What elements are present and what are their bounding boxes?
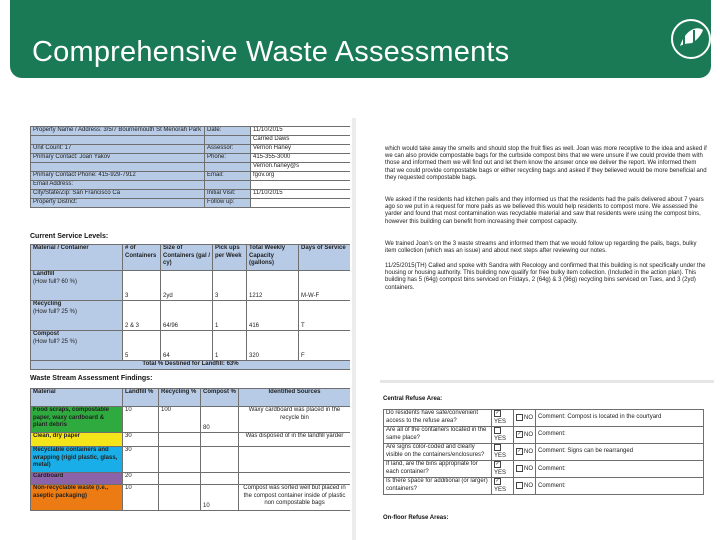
property-info-row: [31, 181, 351, 190]
service-value-cell: 1212: [247, 271, 299, 301]
note-paragraph-4: 11/25/2015(TH) Called and spoke with Sandra with Recology and confirmed that this building is not specifically under the housing or housing authority. This building now qualify for free bulky item collection. (Included in the action plan). This building has 5 (64g) compost bins serviced on Fridays, 2 (64g) & 3 (96g) recycling bins serviced on Tues, and 3 (2yd) containers.: [385, 263, 706, 291]
material-cell: Food scraps, compostable paper, waxy cardboard & plant debris: [31, 407, 123, 433]
service-value-cell: 5: [123, 331, 161, 361]
current-service-row: [31, 331, 351, 361]
yes-option-cell: [492, 444, 514, 461]
refuse-question-cell: Are signs color-coded and clearly visible on the containers/enclosures?: [384, 444, 492, 461]
material-cell: Clean, dry paper: [31, 433, 123, 447]
landfill-percent-cell: 30: [123, 433, 159, 447]
checkbox-yes[interactable]: ✓: [495, 461, 500, 468]
property-info-cell: Vernon.haney@s: [251, 163, 351, 172]
findings-table: [30, 388, 350, 511]
service-value-cell: M-W-F: [299, 271, 351, 301]
column-header: Total Weekly Capacity (gallons): [247, 245, 299, 271]
compost-percent-cell: [201, 473, 239, 485]
property-info-cell: Unit Count: 17: [31, 145, 205, 154]
on-floor-refuse-heading: On-floor Refuse Areas:: [383, 515, 449, 521]
findings-row: [31, 433, 351, 447]
assessment-page-left: [13, 118, 350, 540]
central-refuse-table: [383, 409, 704, 495]
refuse-comment-cell: Comment: Signs can be rearranged: [536, 444, 704, 461]
page-shadow-bottom: [380, 380, 714, 383]
material-cell: Recyclable containers and wrapping (rigid plastic, glass, metal): [31, 447, 123, 473]
refuse-question-cell: Do residents have safe/convenient access to the refuse area?: [384, 410, 492, 427]
current-service-row: [31, 301, 351, 331]
recycling-percent-cell: [159, 485, 201, 511]
property-info-cell: Phone:: [205, 154, 251, 163]
findings-heading: Waste Stream Assessment Findings:: [30, 375, 153, 382]
compost-percent-cell: 10: [201, 485, 239, 511]
column-header: Compost %: [201, 389, 239, 407]
identified-sources-cell: [239, 473, 351, 485]
landfill-percent-cell: 30: [123, 447, 159, 473]
current-service-row: [31, 271, 351, 301]
property-info-row: [31, 199, 351, 208]
property-info-table: [30, 126, 350, 208]
property-info-cell: fgov.org: [251, 172, 351, 181]
current-service-heading: Current Service Levels:: [30, 233, 109, 240]
refuse-question-row: [384, 461, 704, 478]
property-info-cell: Follow up:: [205, 199, 251, 208]
property-info-cell: Email Address:: [31, 181, 205, 190]
checkbox-no[interactable]: ✓: [517, 430, 522, 437]
stream-name: Recycling: [33, 301, 62, 307]
property-info-cell: Primary Contact: Joan Yakov: [31, 154, 205, 163]
material-cell: Non-recyclable waste (i.e., aseptic packaging): [31, 485, 123, 511]
findings-row: [31, 473, 351, 485]
property-info-row: [31, 127, 351, 136]
yes-option-cell: [492, 410, 514, 427]
service-value-cell: 3: [123, 271, 161, 301]
property-info-cell: [31, 163, 205, 172]
property-info-row: [31, 145, 351, 154]
no-option-cell: [514, 427, 536, 444]
property-info-cell: 11/10/2015: [251, 190, 351, 199]
no-label: NO: [524, 483, 533, 490]
header-bar: [10, 0, 711, 78]
property-info-row: [31, 190, 351, 199]
property-info-cell: Initial Visit:: [205, 190, 251, 199]
total-landfill-cell: Total % Destined for Landfill: 63%: [31, 361, 351, 370]
property-info-cell: [205, 181, 251, 190]
property-info-cell: Carried Daws: [251, 136, 351, 145]
yes-label: YES: [494, 452, 507, 459]
no-option-cell: [514, 461, 536, 478]
identified-sources-cell: Waxy cardboard was placed in the recycle bin: [239, 407, 351, 433]
service-value-cell: F: [299, 331, 351, 361]
no-option-cell: [514, 410, 536, 427]
landfill-percent-cell: 10: [123, 485, 159, 511]
property-info-cell: [251, 199, 351, 208]
property-info-cell: Property Name / Address: 3/5/7 Bournemouth St Menorah Park: [31, 127, 205, 136]
landfill-percent-cell: 10: [123, 407, 159, 433]
stream-name: Compost: [33, 331, 59, 337]
refuse-question-row: [384, 427, 704, 444]
property-info-cell: 415-355-3000: [251, 154, 351, 163]
refuse-question-cell: Are all of the containers located in the same place?: [384, 427, 492, 444]
checkbox-no[interactable]: ✓: [517, 447, 522, 454]
property-info-row: [31, 172, 351, 181]
recycling-percent-cell: [159, 447, 201, 473]
stream-name: Landfill: [33, 271, 55, 277]
refuse-question-row: [384, 478, 704, 495]
stream-name-cell: [31, 301, 123, 331]
stream-fullness: (How full? 25 %): [33, 308, 78, 315]
column-header: Material: [31, 389, 123, 407]
page-title: Comprehensive Waste Assessments: [32, 36, 510, 68]
service-value-cell: 2yd: [161, 271, 213, 301]
property-info-cell: Primary Contact Phone: 415-929-7912: [31, 172, 205, 181]
refuse-question-row: [384, 444, 704, 461]
checkbox-no[interactable]: [516, 482, 523, 489]
bridge-leaf-logo-icon: [670, 18, 712, 60]
identified-sources-cell: Compost was sorted well but placed in the compost container inside of plastic non compostable bags: [239, 485, 351, 511]
column-header: Recycling %: [159, 389, 201, 407]
checkbox-yes[interactable]: ✓: [495, 410, 500, 416]
property-info-cell: Date:: [205, 127, 251, 136]
no-label: NO: [524, 466, 533, 473]
yes-label: YES: [494, 435, 507, 442]
no-option-cell: [514, 444, 536, 461]
column-header: # of Containers: [123, 245, 161, 271]
yes-label: YES: [494, 486, 507, 493]
service-value-cell: 1: [213, 301, 247, 331]
column-header: Material / Container: [31, 245, 123, 271]
compost-percent-cell: [201, 447, 239, 473]
stream-name-cell: [31, 271, 123, 301]
no-option-cell: [514, 478, 536, 495]
service-value-cell: 64/96: [161, 301, 213, 331]
compost-percent-cell: [201, 433, 239, 447]
total-landfill-row: [31, 361, 351, 370]
property-info-row: [31, 163, 351, 172]
no-label: NO: [524, 431, 533, 438]
service-value-cell: 1: [213, 331, 247, 361]
refuse-comment-cell: Comment:: [536, 461, 704, 478]
checkbox-no[interactable]: [516, 465, 523, 472]
checkbox-yes[interactable]: [494, 427, 501, 434]
current-service-table: [30, 244, 350, 370]
refuse-comment-cell: Comment:: [536, 478, 704, 495]
identified-sources-cell: Was disposed of in the landfill yarder: [239, 433, 351, 447]
stream-fullness: (How full? 60 %): [33, 278, 78, 285]
service-value-cell: T: [299, 301, 351, 331]
property-info-row: [31, 136, 351, 145]
service-value-cell: 2 & 3: [123, 301, 161, 331]
property-info-cell: Email:: [205, 172, 251, 181]
column-header: Identified Sources: [239, 389, 351, 407]
yes-option-cell: [492, 427, 514, 444]
findings-row: [31, 447, 351, 473]
assessment-page-right: [380, 118, 713, 540]
compost-percent-cell: 80: [201, 407, 239, 433]
column-header: Landfill %: [123, 389, 159, 407]
property-info-cell: 11/10/2015: [251, 127, 351, 136]
note-paragraph-1: which would take away the smells and should stop the fruit flies as well. Joan was more receptive to the idea and asked if we can also provide compostable bags for the curbside compost bins that we were unsure if we could provide them with those and informed them we will find out and let them know the answer once we deliver the report. We informed them that we could provide compostable bags or either recycling bags and asked if they believed would be more beneficial and they requested compostable bags.: [385, 146, 707, 181]
column-header: Size of Containers (gal / cy): [161, 245, 213, 271]
findings-row: [31, 485, 351, 511]
landfill-percent-cell: 20: [123, 473, 159, 485]
property-info-cell: Property District:: [31, 199, 205, 208]
no-label: NO: [524, 414, 533, 421]
stream-name-cell: [31, 331, 123, 361]
refuse-question-cell: Is there space for additional (or larger) containers?: [384, 478, 492, 495]
service-value-cell: 64: [161, 331, 213, 361]
note-paragraph-3: We trained Joan's on the 3 waste streams and informed them that we would follow up regarding the pails, bags, bulky item collection (which was an issue) and about next steps after reviewing our notes.: [385, 241, 697, 255]
yes-label: YES: [494, 418, 507, 425]
property-info-cell: Vernon Haney: [251, 145, 351, 154]
findings-row: [31, 407, 351, 433]
refuse-comment-cell: Comment:: [536, 427, 704, 444]
refuse-question-cell: If land, are the bins appropriate for each container?: [384, 461, 492, 478]
no-label: NO: [524, 448, 533, 455]
service-value-cell: 320: [247, 331, 299, 361]
identified-sources-cell: [239, 447, 351, 473]
note-paragraph-2: We asked if the residents had kitchen pails and they informed us that the residents had the pails delivered about 7 years ago so we put in a request for more pails as we believed this would help residents to compost more. We assessed the yarder and found that most contamination was recyclable material and saw that residents were using the compost bins, however this building can benefit from increasing their compost capacity.: [385, 197, 704, 225]
material-cell: Cardboard: [31, 473, 123, 485]
column-header: Days of Service: [299, 245, 351, 271]
column-header: Pick ups per Week: [213, 245, 247, 271]
yes-option-cell: [492, 461, 514, 478]
yes-label: YES: [494, 469, 507, 476]
checkbox-yes[interactable]: [494, 444, 501, 451]
checkbox-no[interactable]: [516, 414, 523, 421]
property-info-cell: [205, 163, 251, 172]
central-refuse-heading: Central Refuse Area:: [383, 396, 443, 402]
property-info-cell: [205, 136, 251, 145]
refuse-question-row: [384, 410, 704, 427]
stream-fullness: (How full? 25 %): [33, 338, 78, 345]
findings-header-row: [31, 389, 351, 407]
page-shadow: [352, 118, 356, 540]
recycling-percent-cell: [159, 433, 201, 447]
property-info-row: [31, 154, 351, 163]
current-service-header-row: [31, 245, 351, 271]
property-info-cell: Assessor:: [205, 145, 251, 154]
recycling-percent-cell: [159, 473, 201, 485]
property-info-cell: [251, 181, 351, 190]
property-info-cell: City/State/Zip: San Francisco Ca: [31, 190, 205, 199]
recycling-percent-cell: 100: [159, 407, 201, 433]
service-value-cell: 3: [213, 271, 247, 301]
checkbox-yes[interactable]: ✓: [495, 478, 500, 485]
yes-option-cell: [492, 478, 514, 495]
service-value-cell: 416: [247, 301, 299, 331]
refuse-comment-cell: Comment: Compost is located in the courtyard: [536, 410, 704, 427]
property-info-cell: [31, 136, 205, 145]
